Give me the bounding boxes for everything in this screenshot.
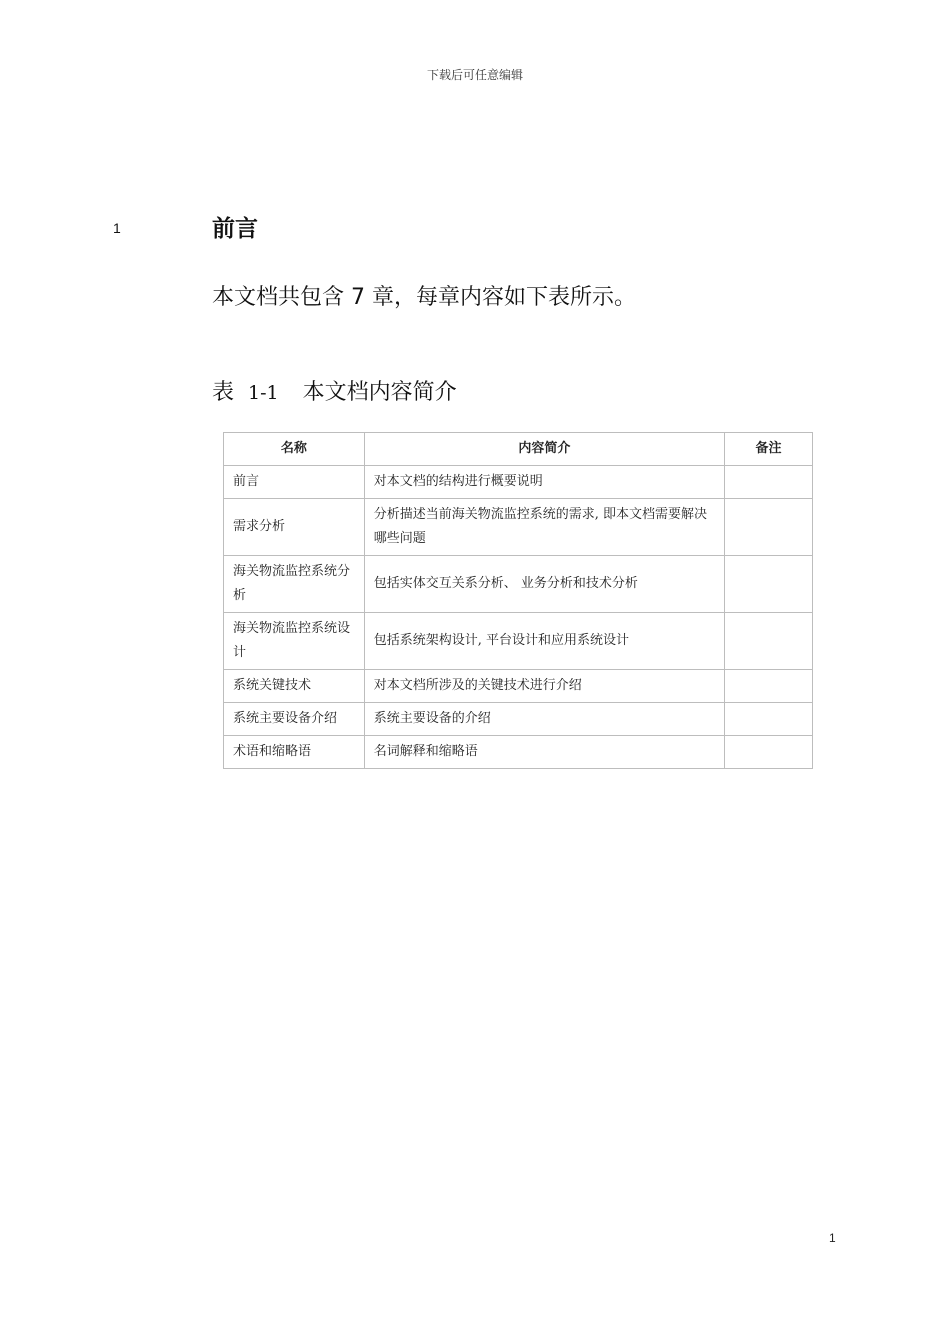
table-caption [212, 375, 457, 406]
table-row [224, 556, 813, 613]
cell-note [725, 466, 813, 499]
cell-note [725, 556, 813, 613]
cell-note [725, 703, 813, 736]
cell-desc: 系统主要设备的介绍 [364, 703, 724, 736]
cell-name: 需求分析 [224, 499, 365, 556]
section-number: 1 [113, 220, 121, 236]
table-caption-number: 1-1 [248, 382, 279, 404]
table-row [224, 466, 813, 499]
cell-note [725, 613, 813, 670]
intro-paragraph: 本文档共包含 7 章，每章内容如下表所示。 [212, 285, 636, 310]
cell-name: 海关物流监控系统分析 [224, 556, 365, 613]
cell-desc: 包括系统架构设计, 平台设计和应用系统设计 [364, 613, 724, 670]
cell-name: 海关物流监控系统设计 [224, 613, 365, 670]
table-row [224, 670, 813, 703]
cell-desc: 分析描述当前海关物流监控系统的需求, 即本文档需要解决哪些问题 [364, 499, 724, 556]
header-note: 备注 [725, 433, 813, 466]
cell-name: 系统主要设备介绍 [224, 703, 365, 736]
cell-note [725, 736, 813, 769]
cell-desc: 包括实体交互关系分析、 业务分析和技术分析 [364, 556, 724, 613]
table-caption-title: 本文档内容简介 [302, 380, 457, 405]
section-title: 前言 [212, 216, 258, 242]
table-row [224, 613, 813, 670]
cell-name: 术语和缩略语 [224, 736, 365, 769]
table-caption-label: 表 [212, 380, 235, 405]
table-row [224, 703, 813, 736]
contents-table [223, 432, 813, 769]
cell-note [725, 499, 813, 556]
cell-desc: 对本文档的结构进行概要说明 [364, 466, 724, 499]
header-note: 下载后可任意编辑 [426, 68, 523, 82]
table-header-row [224, 433, 813, 466]
table-row [224, 499, 813, 556]
cell-desc: 名词解释和缩略语 [364, 736, 724, 769]
cell-note [725, 670, 813, 703]
cell-desc: 对本文档所涉及的关键技术进行介绍 [364, 670, 724, 703]
cell-name: 系统关键技术 [224, 670, 365, 703]
header-name: 名称 [224, 433, 365, 466]
cell-name: 前言 [224, 466, 365, 499]
table-row [224, 736, 813, 769]
page-number: 1 [829, 1231, 836, 1245]
header-desc: 内容简介 [364, 433, 724, 466]
